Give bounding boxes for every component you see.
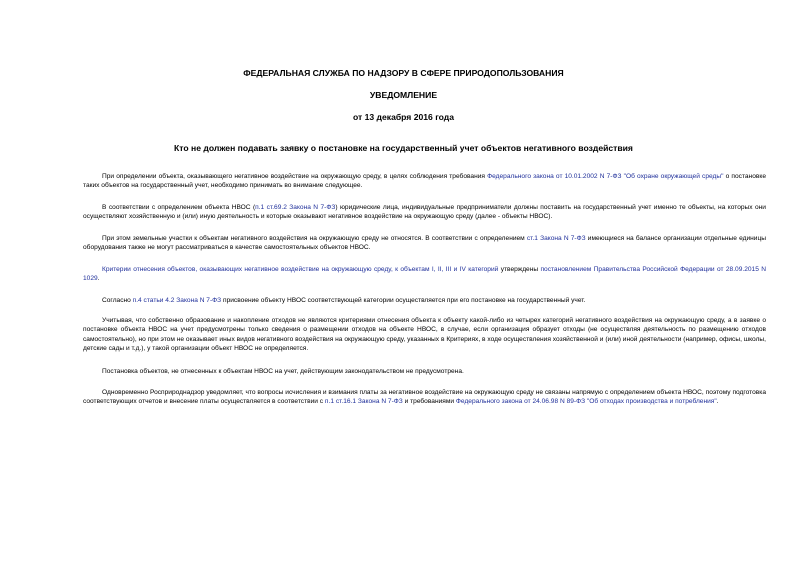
paragraph-text: Согласно (102, 297, 133, 304)
paragraph-3 (83, 234, 766, 253)
decree-link[interactable]: постановлением Правительства Российской Федерации от 28.09.2015 N 1029 (83, 266, 766, 283)
paragraph-1 (83, 172, 766, 191)
paragraph-text: Одновременно Росприроднадзор уведомляет, что вопросы исчисления и взимания платы за негативное воздействие на окружающую среду не связаны напрямую с определением объекта НВОС, поэтому подготовка соответствующих отчетов и внесение платы осуществляется в соответствии с (83, 389, 766, 406)
document-title: Кто не должен подавать заявку о постановке на государственный учет объектов негативного воздействия (174, 143, 633, 153)
paragraph-text: и требованиями (402, 398, 456, 406)
paragraph-text: имеющиеся на балансе организации отдельные единицы оборудования также не могут рассматриваться в качестве самостоятельных объектов НВОС. (83, 235, 766, 252)
paragraph-text: о постановке таких объектов на государственный учет, необходимо принимать во внимание следующее. (83, 173, 766, 190)
agency-name: ФЕДЕРАЛЬНАЯ СЛУЖБА ПО НАДЗОРУ В СФЕРЕ ПРИРОДОПОЛЬЗОВАНИЯ (243, 68, 564, 78)
paragraph-text: . (97, 275, 100, 283)
document-type: УВЕДОМЛЕНИЕ (369, 90, 438, 100)
paragraph-text: утверждены (498, 266, 541, 273)
paragraph-text: ) юридические лица, индивидуальные предприниматели должны поставить на государственный учет именно те объекты, на которых они осуществляют хозяйственную и (или) иную деятельность и которые оказывают негативное воздействие на окружающую среду (далее - объекты НВОС). (83, 204, 766, 221)
law-link[interactable]: ст.1 Закона N 7-ФЗ (526, 235, 586, 242)
law-link[interactable]: п.1 ст.16.1 Закона N 7-ФЗ (324, 398, 403, 406)
paragraph-4 (83, 265, 766, 284)
paragraph-text: При этом земельные участки к объектам негативного воздействия на окружающую среду не относятся. В соответствии с определением (102, 235, 527, 242)
law-link[interactable]: п.4 статьи 4.2 Закона N 7-ФЗ (132, 297, 222, 304)
document-date: от 13 декабря 2016 года (352, 112, 455, 122)
paragraph-text: присвоение объекту НВОС соответствующей категории осуществляется при его постановке на государственный учет. (221, 297, 586, 304)
law-link[interactable]: Федерального закона от 24.06.98 N 89-ФЗ "Об отходах производства и потребления" (455, 398, 717, 406)
paragraph-text: При определении объекта, оказывающего негативное воздействие на окружающую среду, в целях соблюдения требования (102, 173, 488, 180)
criteria-link[interactable]: Критерии отнесения объектов, оказывающих негативное воздействие на окружающую среду, к объектам I, II, III и IV категорий (102, 266, 499, 273)
paragraph-7 (83, 367, 766, 376)
paragraph-text: Учитывая, что собственно образование и накопление отходов не являются критериями отнесения объекта к объекту какой-либо из четырех категорий негативного воздействия на окружающую среду, а в заявке о постановке объекта НВОС на учет предусмотрены только сведения о размещении отходов на объекте НВОС, в случае, если организация образует отходы (не осуществляя деятельность по размещению отходов самостоятельно), но при этом не оказывает иных видов негативного воздействия на окружающую среду, указанных в Критериях, в ходе осуществления хозяйственной и (или) иной деятельности (например, офисы, школы, детские сады и т.д.), у такой организации объект НВОС не определяется. (83, 317, 766, 352)
paragraph-2 (83, 203, 766, 222)
paragraph-5 (83, 296, 766, 305)
paragraph-text: Постановка объектов, не отнесенных к объектам НВОС на учет, действующим законодательством не предусмотрена. (102, 368, 464, 375)
law-link[interactable]: п.1 ст.69.2 Закона N 7-ФЗ (255, 204, 336, 211)
law-link[interactable]: Федерального закона от 10.01.2002 N 7-ФЗ "Об охране окружающей среды" (487, 173, 724, 180)
paragraph-text: . (716, 398, 719, 406)
paragraph-6 (83, 316, 766, 353)
paragraph-8 (83, 388, 766, 407)
paragraph-text: В соответствии с определением объекта НВОС ( (102, 204, 256, 211)
